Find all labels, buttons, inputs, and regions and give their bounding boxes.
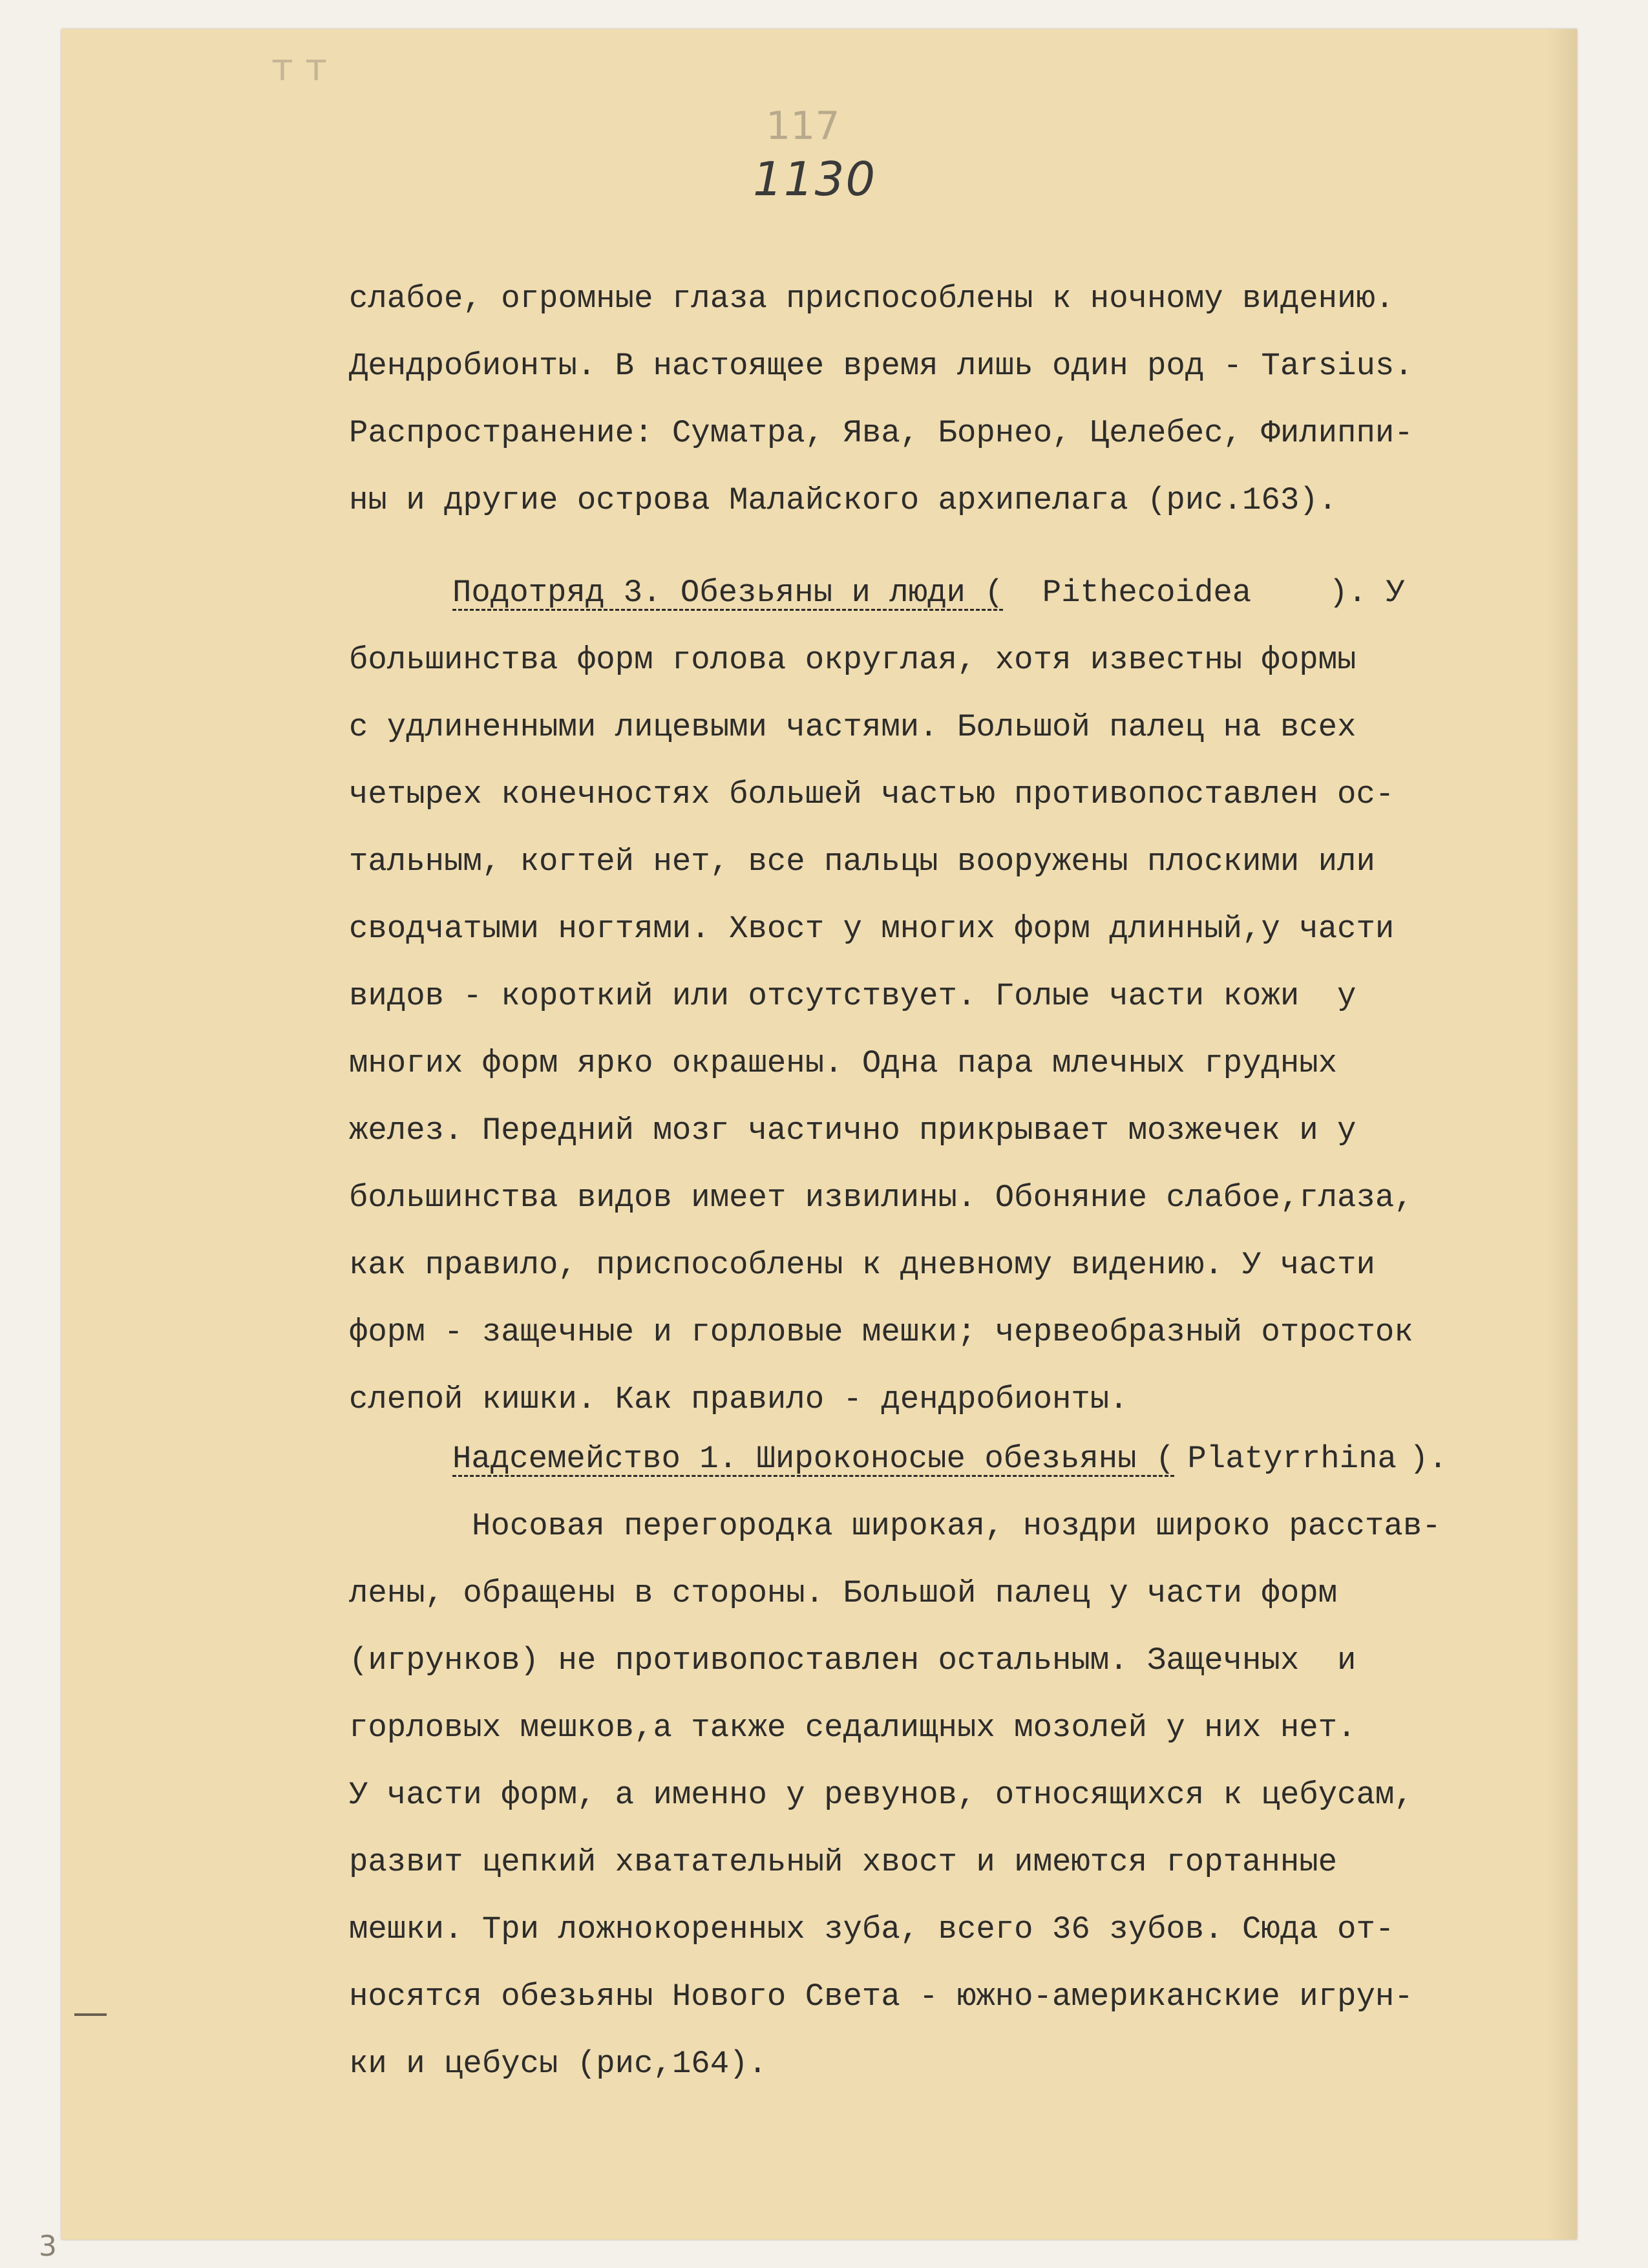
crossed-out-number: 117 bbox=[766, 103, 840, 149]
text-line: тальным, когтей нет, все пальцы вооружены плоскими или bbox=[349, 843, 1375, 880]
text-line: сводчатыми ногтями. Хвост у многих форм длинный,у части bbox=[349, 911, 1395, 947]
text-line: четырех конечностях большей частью противопоставлен ос- bbox=[349, 776, 1395, 812]
text-line: развит цепкий хватательный хвост и имеются гортанные bbox=[349, 1844, 1338, 1880]
text-line: слепой кишки. Как правило - дендробионты. bbox=[349, 1381, 1128, 1417]
text-line: лены, обращены в стороны. Большой палец у части форм bbox=[349, 1575, 1338, 1611]
corner-pencil-mark: т т bbox=[271, 45, 328, 89]
paragraph-3 bbox=[349, 1425, 1564, 2097]
text-line: ны и другие острова Малайского архипелага (рис.163). bbox=[349, 482, 1338, 518]
text-line: желез. Передний мозг частично прикрывает мозжечек и у bbox=[349, 1112, 1357, 1149]
text-line: носятся обезьяны Нового Света - южно-американские игрун- bbox=[349, 1978, 1413, 2015]
heading-latin: Platyrrhina bbox=[1187, 1441, 1397, 1477]
heading-suffix: ). bbox=[1409, 1441, 1448, 1477]
paragraph-2 bbox=[349, 559, 1564, 1433]
text-line: ки и цебусы (рис,164). bbox=[349, 2046, 767, 2082]
heading-title: Надсемейство 1. Широконосые обезьяны ( bbox=[452, 1441, 1175, 1477]
text-line: Распространение: Суматра, Ява, Борнео, Целебес, Филиппи- bbox=[349, 415, 1413, 451]
text-line: горловых мешков,а также седалищных мозолей у них нет. bbox=[349, 1710, 1357, 1746]
text-line: Дендробионты. В настоящее время лишь один род - Tarsius. bbox=[349, 348, 1413, 384]
paragraph-1 bbox=[349, 265, 1564, 534]
text-line: мешки. Три ложнокоренных зуба, всего 36 зубов. Сюда от- bbox=[349, 1911, 1395, 1947]
heading-title: Подотряд 3. Обезьяны и люди ( bbox=[452, 575, 1004, 611]
heading-suffix: ). У bbox=[1329, 575, 1405, 611]
text-line: большинства форм голова округлая, хотя известны формы bbox=[349, 642, 1357, 678]
page-number: 1130 bbox=[753, 152, 877, 206]
margin-number-mark: 3 bbox=[39, 2230, 57, 2263]
text-line: (игрунков) не противопоставлен остальным. Защечных и bbox=[349, 1642, 1357, 1679]
text-line: У части форм, а именно у ревунов, относящихся к цебусам, bbox=[349, 1777, 1413, 1813]
text-line: форм - защечные и горловые мешки; червеобразный отросток bbox=[349, 1314, 1413, 1350]
text-line: многих форм ярко окрашены. Одна пара млечных грудных bbox=[349, 1045, 1338, 1081]
text-line: слабое, огромные глаза приспособлены к ночному видению. bbox=[349, 281, 1395, 317]
heading-latin: Pithecoidea bbox=[1042, 575, 1252, 611]
superfamily-heading bbox=[349, 1425, 1564, 1492]
text-line: Носовая перегородка широкая, ноздри широко расстав- bbox=[472, 1508, 1441, 1544]
text-line: большинства видов имеет извилины. Обоняние слабое,глаза, bbox=[349, 1180, 1413, 1216]
text-line: с удлиненными лицевыми частями. Большой палец на всех bbox=[349, 709, 1357, 745]
suborder-heading bbox=[349, 559, 1564, 626]
margin-dash-mark bbox=[74, 2013, 107, 2016]
text-line: как правило, приспособлены к дневному видению. У части bbox=[349, 1247, 1375, 1283]
text-line: видов - короткий или отсутствует. Голые части кожи у bbox=[349, 978, 1357, 1014]
